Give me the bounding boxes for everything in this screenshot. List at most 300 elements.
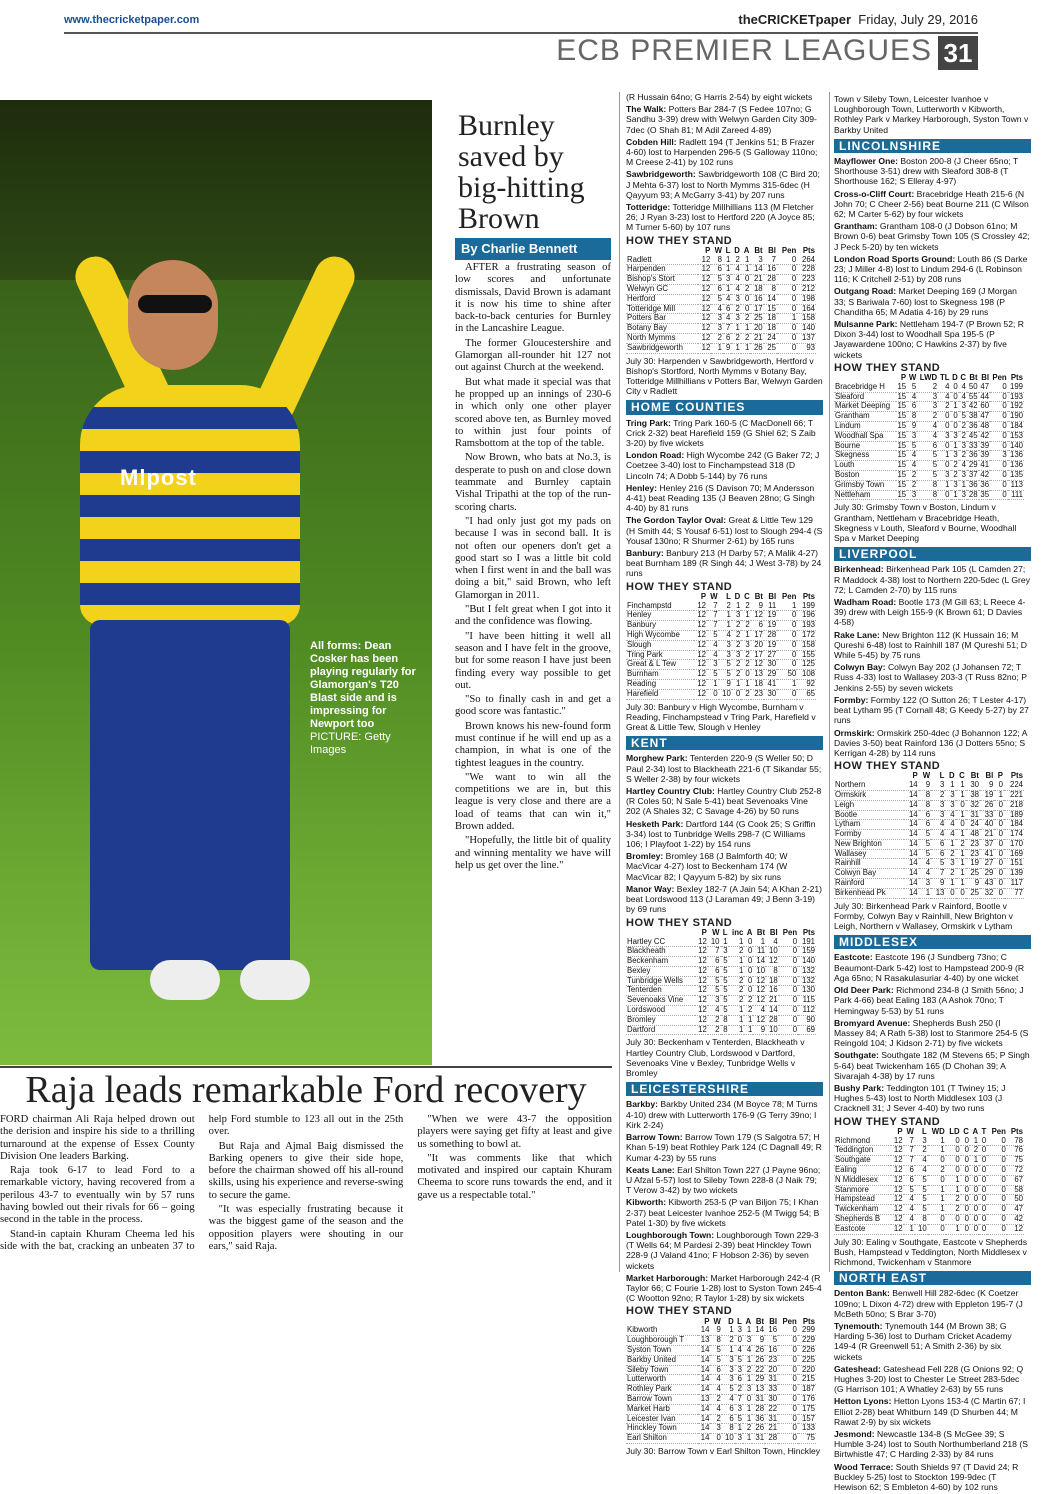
table-cell: 12 [753, 996, 766, 1006]
article-paragraph: Brown knows his new-found form must continue if he will end up as a champion, in what is one of the tightest leagues in the country. [455, 720, 611, 769]
team-name: New Brighton [834, 839, 904, 849]
table-cell: 12 [698, 256, 711, 265]
table-cell: 0 [956, 888, 966, 898]
table-cell: 3 [722, 1375, 735, 1385]
team-name: Syston Town [626, 1345, 698, 1355]
result-ground: Market Harborough: [626, 1272, 709, 1283]
table-cell: 0 [779, 1025, 798, 1035]
table-cell: 20 [751, 640, 764, 650]
team-name: Ealing [834, 1165, 891, 1175]
table-cell: 14 [698, 1434, 711, 1444]
table-cell: 2 [729, 986, 745, 996]
result-ground: Totteridge: [626, 202, 671, 213]
table-cell: 1 [722, 1326, 735, 1335]
table-cell: 1 [938, 480, 950, 490]
table-cell: 12 [698, 314, 711, 324]
table-cell: 30 [966, 781, 980, 790]
table-cell: 90 [798, 1015, 816, 1025]
table-row [834, 781, 1024, 790]
team-name: Woodhall Spa [834, 431, 896, 441]
result-ground: Hartley Country Club: [626, 786, 715, 797]
table-cell: 5 [917, 451, 938, 461]
table-cell: 15 [897, 411, 907, 421]
table-cell: 69 [798, 1025, 816, 1035]
table-cell: 140 [797, 324, 816, 334]
table-cell: 28 [968, 489, 978, 499]
table-cell: 0 [945, 888, 955, 898]
result-ground: Henley: [626, 482, 658, 493]
table-cell: 14 [750, 265, 763, 275]
table-cell: 2 [928, 1165, 946, 1175]
table-cell: 65 [797, 689, 816, 699]
table-cell: 0 [744, 957, 753, 967]
column-divider [619, 92, 620, 1272]
table-cell: 0 [990, 441, 1008, 451]
table-cell: 42 [980, 430, 990, 440]
table-cell: 31 [752, 1394, 765, 1404]
table-row [626, 602, 816, 611]
results-column-1 [626, 92, 823, 1458]
table-cell: 26 [980, 800, 994, 810]
table-cell: 43 [980, 879, 994, 889]
table-cell: 1 [735, 1424, 743, 1434]
table-header-cell: inc [732, 927, 744, 937]
table-cell: 28 [764, 631, 777, 641]
table-cell: 223 [797, 275, 816, 285]
table-cell: 12 [891, 1205, 904, 1215]
table-cell: 25 [764, 343, 777, 353]
table-cell: 0 [956, 800, 966, 810]
table-cell: 17 [751, 631, 764, 641]
table-header-cell: Pen [781, 245, 797, 255]
table-cell: 6 [919, 810, 931, 820]
table-cell: 20 [765, 1365, 778, 1375]
table-cell: 1 [928, 1137, 946, 1146]
table-cell: 4 [945, 820, 955, 830]
table-cell: 29 [968, 460, 978, 470]
team-name: Lordswood [626, 1006, 695, 1016]
league-table [626, 1318, 816, 1444]
result-entry [834, 221, 1031, 252]
table-cell: 28 [765, 1434, 778, 1444]
table-cell: 5 [721, 996, 729, 1006]
table-cell: 5 [707, 631, 719, 641]
table-cell: 3 [931, 810, 945, 820]
table-cell: 7 [735, 1394, 743, 1404]
result-ground: The Walk: [626, 104, 667, 115]
table-cell: 14 [904, 800, 918, 810]
fixtures-text: July 30: Birkenhead Park v Rainford, Bootle v Formby, Colwyn Bay v Rainhill, New Brighton v Leigh, Northern v Wallasey, Ormskirk v Lytham [834, 900, 1013, 932]
team-name: Hampstead [834, 1195, 891, 1205]
table-header-cell: Bl [985, 771, 994, 781]
team-name: Nettleham [834, 490, 896, 500]
table-cell: 14 [698, 1326, 711, 1335]
table-cell: 0 [994, 849, 1004, 859]
table-cell: 3 [743, 1385, 752, 1395]
player-trousers [90, 620, 290, 970]
result-ground: Formby: [834, 694, 869, 705]
table-cell: 12 [694, 611, 707, 621]
table-header-cell: P [701, 927, 707, 937]
table-cell: 4 [735, 1345, 743, 1355]
table-cell: 0 [961, 1137, 970, 1146]
table-cell: 3 [722, 1355, 735, 1365]
table-cell: 4 [766, 938, 779, 947]
team-name: Lutterworth [626, 1375, 698, 1385]
table-cell: 0 [938, 461, 950, 471]
table-cell: 18 [764, 314, 777, 324]
table-cell: 0 [994, 781, 1004, 790]
table-row [834, 790, 1024, 800]
table-cell: 5 [710, 1345, 721, 1355]
story-paragraph: Raja took 6-17 to lead Ford to a remarkable victory, having recovered from a perilous 43-7 to eventually win by 57 runs having bowled out their rivals for 66 – going second in the table in the process. [0, 1165, 195, 1226]
table-cell: 4 [931, 830, 945, 840]
table-cell: 0 [979, 1195, 987, 1205]
table-cell: 12 [698, 294, 711, 304]
table-cell: 0 [744, 976, 753, 986]
table-header-cell: L [726, 591, 731, 601]
table-cell: 158 [797, 314, 816, 324]
table-cell: 0 [928, 1156, 946, 1166]
table-cell: 5 [710, 1355, 721, 1365]
table-cell: 14 [752, 1326, 765, 1335]
table-cell: 12 [891, 1146, 904, 1156]
table-cell: 169 [1004, 849, 1024, 859]
table-cell: 4 [959, 461, 967, 471]
team-name: Boston [834, 471, 896, 481]
table-header-cell: P [912, 771, 918, 781]
table-cell: 2 [907, 471, 917, 481]
table-cell: 0 [778, 1326, 798, 1335]
table-cell: 1 [707, 680, 719, 690]
table-cell: 10 [708, 938, 721, 947]
table-row [626, 680, 816, 690]
table-cell: 0 [979, 1185, 987, 1195]
table-cell: 8 [915, 1214, 928, 1224]
table-cell: 0 [946, 1165, 961, 1175]
table-cell: 28 [766, 1015, 779, 1025]
bottom-story-body [0, 1114, 612, 1253]
table-cell: 6 [711, 265, 723, 275]
table-cell: 5 [719, 670, 732, 680]
table-cell: 5 [915, 1195, 928, 1205]
table-header-cell: D [734, 591, 741, 601]
table-cell: 3 [917, 402, 938, 412]
result-text: Kibworth 253-5 (P van Biljon 75; I Khan 2-37) beat Leicester Ivanhoe 252-5 (M Twigg 54; B Patel 1-30) by five wickets [626, 1197, 820, 1228]
table-row [834, 461, 1024, 471]
table-cell: 50 [968, 381, 978, 391]
table-cell: 16 [766, 986, 779, 996]
table-cell: 226 [798, 1345, 816, 1355]
table-header-cell: Pts [1010, 771, 1023, 781]
table-header-cell: P [900, 373, 907, 383]
table-cell: 3 [945, 790, 955, 800]
team-name: Colwyn Bay [834, 869, 904, 879]
result-text: Radlett 194 (T Jenkins 51; B Frazer 4-60) lost to Harpenden 296-5 (S Galloway 110no; M Creese 2-41) by 102 runs [626, 136, 818, 168]
table-cell: 1 [956, 869, 966, 879]
table-row [626, 631, 816, 641]
table-header-cell: Bt [969, 373, 978, 383]
table-cell: 60 [980, 401, 990, 411]
table-cell: 28 [752, 1404, 765, 1414]
table-cell: 7 [707, 602, 719, 611]
table-cell: 2 [917, 383, 938, 392]
table-cell: 9 [752, 1336, 765, 1346]
table-cell: 13 [752, 1385, 765, 1395]
team-name: Stanmore [834, 1185, 891, 1195]
result-ground: Outgang Road: [834, 286, 897, 297]
team-name: Tenterden [626, 986, 695, 996]
table-cell: 4 [707, 640, 719, 650]
table-cell: 0 [987, 1205, 1007, 1215]
table-cell: 5 [721, 1006, 729, 1016]
table-cell: 18 [750, 285, 763, 295]
table-cell: 184 [1004, 820, 1024, 830]
result-ground: Bromyard Avenue: [834, 1017, 911, 1028]
team-name: Loughborough T [626, 1336, 698, 1346]
table-cell: 5 [931, 859, 945, 869]
table-cell: 14 [904, 879, 918, 889]
table-cell: 15 [764, 304, 777, 314]
table-row [626, 1336, 816, 1346]
table-cell: 0 [987, 1175, 1007, 1185]
league-table [834, 772, 1024, 898]
how-they-stand-heading: HOW THEY STAND [834, 361, 941, 374]
result-entry [834, 564, 1031, 595]
player-left-shoe [150, 960, 220, 1000]
result-entry [626, 819, 823, 850]
table-cell: 19 [764, 621, 777, 631]
result-entry [626, 884, 823, 915]
table-cell: 20 [750, 324, 763, 334]
table-cell: 0 [961, 1156, 970, 1166]
table-cell: 8 [766, 966, 779, 976]
table-cell: 0 [732, 689, 741, 699]
table-cell: 1 [711, 343, 723, 353]
table-header-cell: Pen [782, 927, 798, 937]
table-cell: 0 [961, 1205, 970, 1215]
how-they-stand-heading: HOW THEY STAND [834, 760, 941, 773]
table-cell: 7 [708, 947, 721, 957]
table-cell: 55 [968, 391, 978, 401]
table-cell: 1 [729, 966, 745, 976]
table-cell: 27 [764, 650, 777, 660]
result-ground: Wood Terrace: [834, 1461, 894, 1472]
table-cell: 2 [732, 660, 741, 670]
table-cell: 12 [694, 680, 707, 690]
result-text: Market Deeping 169 (J Morgan 33; S Bariwala 7-60) lost to Skegness 198 (P Chanditha 65; M Adatia 4-16) by 29 runs [834, 286, 1017, 317]
table-header-cell: Pts [802, 245, 815, 255]
table-header-cell: P [705, 245, 711, 255]
team-name: Grantham [834, 412, 896, 422]
table-cell: 41 [980, 849, 994, 859]
table-cell: 0 [710, 1434, 721, 1444]
table-cell: 32 [980, 888, 994, 898]
table-row [626, 1414, 816, 1424]
table-cell: 8 [919, 790, 931, 800]
table-row [834, 1165, 1024, 1175]
table-cell: 4 [907, 392, 917, 402]
table-cell: 0 [741, 304, 751, 314]
team-name: Lindum [834, 422, 896, 432]
table-cell: 3 [959, 441, 967, 451]
table-cell: 3 [735, 1326, 743, 1335]
table-cell: 1 [946, 1224, 961, 1234]
result-text: Bracebridge Heath 215-6 (N John 70; C Cheer 2-56) beat Bourne 211 (C Wilson 62; M Carter 5-62) by four wickets [834, 188, 1029, 220]
table-header-cell: Bt [754, 245, 763, 255]
table-cell: 21 [750, 334, 763, 344]
table-cell: 31 [752, 1434, 765, 1444]
table-cell: 1 [938, 451, 950, 461]
table-cell: 21 [766, 996, 779, 1006]
team-name: Rainford [834, 879, 904, 889]
table-header-cell: Bt [755, 1316, 765, 1326]
team-name: Twickenham [834, 1205, 891, 1215]
table-cell: 6 [907, 402, 917, 412]
table-cell: 2 [729, 947, 745, 957]
table-cell: 36 [980, 479, 990, 489]
table-cell: 0 [951, 392, 959, 402]
team-name: Barkby United [626, 1355, 698, 1365]
table-cell: 26 [752, 1355, 765, 1365]
result-entry [834, 286, 1031, 317]
result-entry [626, 92, 823, 102]
table-cell: 14 [766, 1006, 779, 1016]
table-cell: 155 [797, 650, 816, 660]
table-cell: 175 [798, 1404, 816, 1414]
table-cell: 41 [980, 460, 990, 470]
table-cell: 47 [980, 381, 990, 391]
table-cell: 93 [797, 343, 816, 353]
table-cell: 78 [1007, 1137, 1024, 1146]
table-cell: 18 [764, 324, 777, 334]
table-cell: 113 [1008, 480, 1024, 490]
table-cell: 26 [752, 1345, 765, 1355]
fixtures-text: July 30: Harpenden v Sawbridgeworth, Hertford v Bishop's Stortford, North Mymms v Botany Bay, Totteridge Millhillians v Potters Bar, Welwyn Garden City v Radlett [626, 355, 823, 397]
table-cell: 0 [979, 1137, 987, 1146]
table-cell: 1 [744, 1015, 753, 1025]
team-name: Hertford [626, 294, 698, 304]
table-cell: 5 [917, 461, 938, 471]
table-cell: 0 [777, 689, 797, 699]
result-text: Totteridge Millhillians 113 (M Fletcher 26; J Ryan 3-23) lost to Hertford 220 (A Joyce 85; M Turner 5-60) by 107 runs [626, 202, 815, 233]
table-header-cell: WD [931, 1126, 945, 1136]
table-cell: 1 [719, 611, 732, 621]
table-cell: 1 [731, 324, 741, 334]
table-cell: 1 [723, 265, 731, 275]
table-cell: 4 [938, 383, 950, 392]
how-they-stand-heading: HOW THEY STAND [626, 580, 733, 593]
table-cell: 1 [721, 938, 729, 947]
team-name: Tunbridge Wells [626, 976, 695, 986]
table-cell: 190 [1008, 412, 1024, 422]
table-header-cell: Pen [992, 373, 1007, 383]
table-cell: 2 [938, 402, 950, 412]
table-cell: 24 [764, 334, 777, 344]
table-cell: 12 [891, 1156, 904, 1166]
table-cell: 3 [750, 256, 763, 265]
table-row [834, 879, 1024, 889]
table-cell: 2 [917, 412, 938, 422]
table-cell: 12 [698, 334, 711, 344]
table-cell: 31 [765, 1375, 778, 1385]
result-entry [834, 1288, 1031, 1319]
result-text: Barkby United 234 (M Boyce 78; M Turns 4-10) drew with Lutterworth 176-9 (G Terry 39no; I Kirk 2-24) [626, 1099, 818, 1130]
table-cell: 0 [990, 422, 1008, 432]
result-text: Henley 216 (S Davison 70; M Andersson 4-41) beat Reading 135 (J Beaven 28no; G Singh 4-40) by 81 runs [626, 482, 815, 514]
table-cell: 13 [751, 670, 764, 680]
table-cell: 0 [970, 1175, 979, 1185]
table-cell: 7 [723, 324, 731, 334]
table-cell: 19 [764, 640, 777, 650]
table-cell: 1 [741, 680, 750, 690]
result-ground: Gateshead: [834, 1363, 881, 1374]
table-cell: 0 [990, 402, 1008, 412]
article-paragraph: "We want to win all the competitions we are in, but this league is very close and there are a load of teams that can win it," Brown added. [455, 771, 611, 833]
table-cell: 4 [710, 1404, 721, 1414]
table-cell: 1 [970, 1156, 979, 1166]
site-url[interactable]: www.thecricketpaper.com [64, 14, 200, 26]
table-cell: 0 [961, 1195, 970, 1205]
table-cell: 3 [907, 431, 917, 441]
table-cell: 157 [798, 1414, 816, 1424]
table-cell: 0 [779, 996, 798, 1006]
table-cell: 3 [721, 947, 729, 957]
article-paragraph: "I have been hitting it well all season and I have felt in the groove, but for some reason I have just been finding every way possible to get out. [455, 630, 611, 691]
team-name: High Wycombe [626, 631, 694, 641]
table-cell: 193 [797, 621, 816, 631]
table-cell: 6 [723, 334, 731, 344]
table-cell: 0 [777, 265, 797, 275]
result-entry [626, 1165, 823, 1196]
table-cell: 3 [732, 650, 741, 660]
table-cell: 3 [959, 402, 967, 412]
result-text: Barrow Town 179 (S Salgotra 57; H Khan 5-19) beat Rothley Park 124 (C Dagnall 49; R Kumar 4-23) by 55 runs [626, 1132, 822, 1163]
story-paragraph: "It was comments like that which motivated and inspired our captain Khuram Cheema to score runs towards the end, and it gave us a respectable total." [417, 1152, 612, 1201]
sunglasses [138, 295, 212, 313]
table-row [626, 1006, 816, 1016]
table-cell: 4 [917, 431, 938, 441]
table-cell: 0 [994, 800, 1004, 810]
table-cell: 2 [731, 304, 741, 314]
table-cell: 12 [694, 689, 707, 699]
table-cell: 1 [732, 680, 741, 690]
table-cell: 2 [741, 314, 751, 324]
table-cell: 0 [743, 1394, 752, 1404]
table-cell: 3 [722, 1365, 735, 1375]
team-name: Great & L Tew [626, 660, 694, 670]
table-cell: 4 [711, 304, 723, 314]
table-cell: 4 [708, 1006, 721, 1016]
result-text: Colwyn Bay 202 (J Johansen 72; T Russ 4-33) lost to Wallasey 203-3 (T Russ 82no; P Jenkins 2-55) by seven wickets [834, 662, 1027, 693]
table-cell: 0 [961, 1185, 970, 1195]
table-row [626, 966, 816, 976]
table-cell: 1 [743, 1414, 752, 1424]
table-cell: 108 [797, 670, 816, 680]
result-entry [626, 1132, 823, 1163]
result-entry [834, 1429, 1031, 1460]
table-header-cell: A [745, 1316, 752, 1326]
table-cell: 6 [751, 621, 764, 631]
fixtures-text: July 30: Ealing v Southgate, Eastcote v Shepherds Bush, Hampstead v Teddington, North Middlesex v Richmond, Twickenham v Stanmore [834, 1236, 1028, 1267]
result-text: Tring Park 160-5 (C MacDonell 66; T Crick 2-32) beat Harefield 159 (G Shiel 62; S Zaib 3-20) by five wickets [626, 417, 816, 449]
table-cell: 2 [744, 1006, 753, 1016]
table-header-cell: L [939, 771, 945, 781]
table-cell: 76 [1007, 1146, 1024, 1156]
table-cell: 2 [743, 1365, 752, 1375]
table-cell: 2 [970, 1146, 979, 1156]
result-text: Formby 122 (O Sutton 26; T Lester 4-17) beat Lytham 95 (T Cornall 48; G Keedy 5-27) by 27 runs [834, 694, 1029, 726]
